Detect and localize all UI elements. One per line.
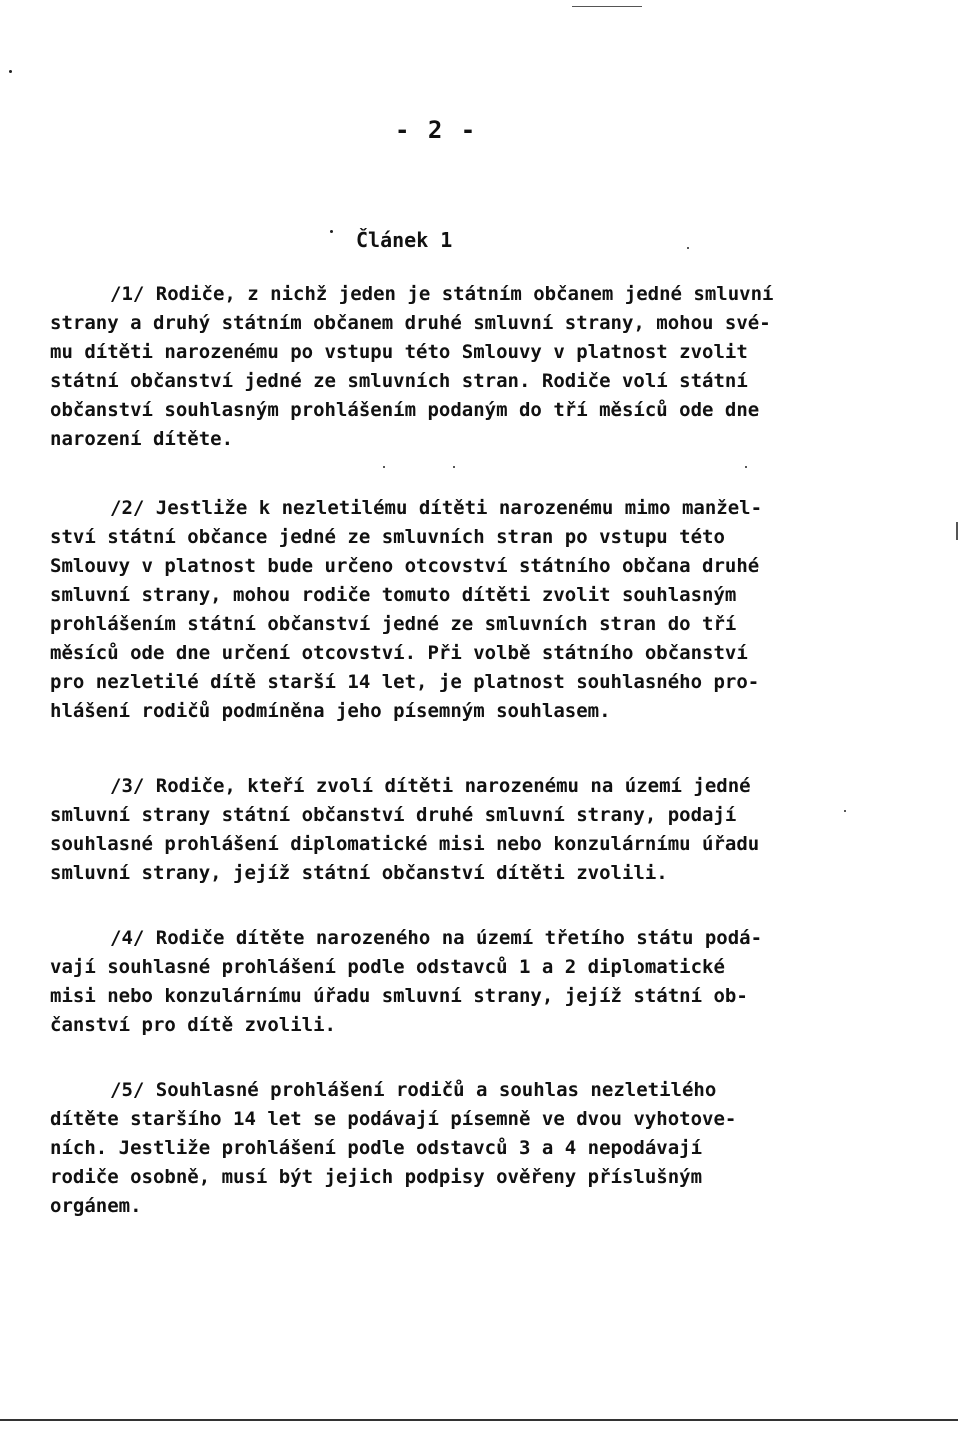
page-bottom-edge [0,1419,958,1421]
paragraph-line: /2/ Jestliže k nezletilému dítěti narozenému mimo manžel- [110,497,763,519]
scan-artifact-speck [687,247,689,249]
paragraph-line: čanství pro dítě zvolili. [50,1014,336,1036]
paragraph-line: rodiče osobně, musí být jejich podpisy ověřeny příslušným [50,1166,703,1188]
paragraph-line: strany a druhý státním občanem druhé smluvní strany, mohou své- [50,312,771,334]
paragraph-line: smluvní strany, mohou rodiče tomuto dítěti zvolit souhlasným [50,584,737,606]
scan-artifact-speck [330,230,333,233]
paragraph-line: státní občanství jedné ze smluvních stran. Rodiče volí státní [50,370,748,392]
paragraph-line: vají souhlasné prohlášení podle odstavců 1 a 2 diplomatické [50,956,725,978]
paragraph-line: smluvní strany státní občanství druhé smluvní strany, podají [50,804,737,826]
scan-artifact-speck [745,466,747,468]
page-number: - 2 - [395,116,478,144]
paragraph-5 [50,1076,870,1221]
paragraph-line: mu dítěti narozenému po vstupu této Smlouvy v platnost zvolit [50,341,748,363]
scan-artifact-speck [383,466,385,468]
paragraph-1 [50,280,870,454]
paragraph-3 [50,772,870,888]
paragraph-line: /3/ Rodiče, kteří zvolí dítěti narozenému na území jedné [110,775,751,797]
paragraph-line: misi nebo konzulárnímu úřadu smluvní strany, jejíž státní ob- [50,985,748,1007]
paragraph-line: ství státní občance jedné ze smluvních stran po vstupu této [50,526,725,548]
paragraph-line: ních. Jestliže prohlášení podle odstavců 3 a 4 nepodávají [50,1137,703,1159]
scan-artifact-dash [956,522,958,540]
article-title: Článek 1 [356,228,453,252]
paragraph-line: souhlasné prohlášení diplomatické misi nebo konzulárnímu úřadu [50,833,760,855]
scan-artifact-speck [9,70,12,73]
paragraph-line: Smlouvy v platnost bude určeno otcovství státního občana druhé [50,555,760,577]
scan-artifact-speck [844,810,846,812]
paragraph-line: /5/ Souhlasné prohlášení rodičů a souhlas nezletilého [110,1079,717,1101]
paragraph-line: prohlášením státní občanství jedné ze smluvních stran do tří [50,613,737,635]
paragraph-line: /1/ Rodiče, z nichž jeden je státním občanem jedné smluvní [110,283,774,305]
paragraph-line: smluvní strany, jejíž státní občanství dítěti zvolili. [50,862,668,884]
scan-artifact-dash [572,6,642,7]
paragraph-2 [50,494,870,726]
paragraph-line: dítěte staršího 14 let se podávají písemně ve dvou vyhotove- [50,1108,737,1130]
paragraph-line: občanství souhlasným prohlášením podaným do tří měsíců ode dne [50,399,760,421]
paragraph-line: narození dítěte. [50,428,234,450]
paragraph-line: orgánem. [50,1195,142,1217]
paragraph-line: měsíců ode dne určení otcovství. Při volbě státního občanství [50,642,748,664]
paragraph-line: /4/ Rodiče dítěte narozeného na území třetího státu podá- [110,927,763,949]
paragraph-line: hlášení rodičů podmíněna jeho písemným souhlasem. [50,700,611,722]
paragraph-line: pro nezletilé dítě starší 14 let, je platnost souhlasného pro- [50,671,760,693]
scan-artifact-speck [453,466,455,468]
paragraph-4 [50,924,870,1040]
